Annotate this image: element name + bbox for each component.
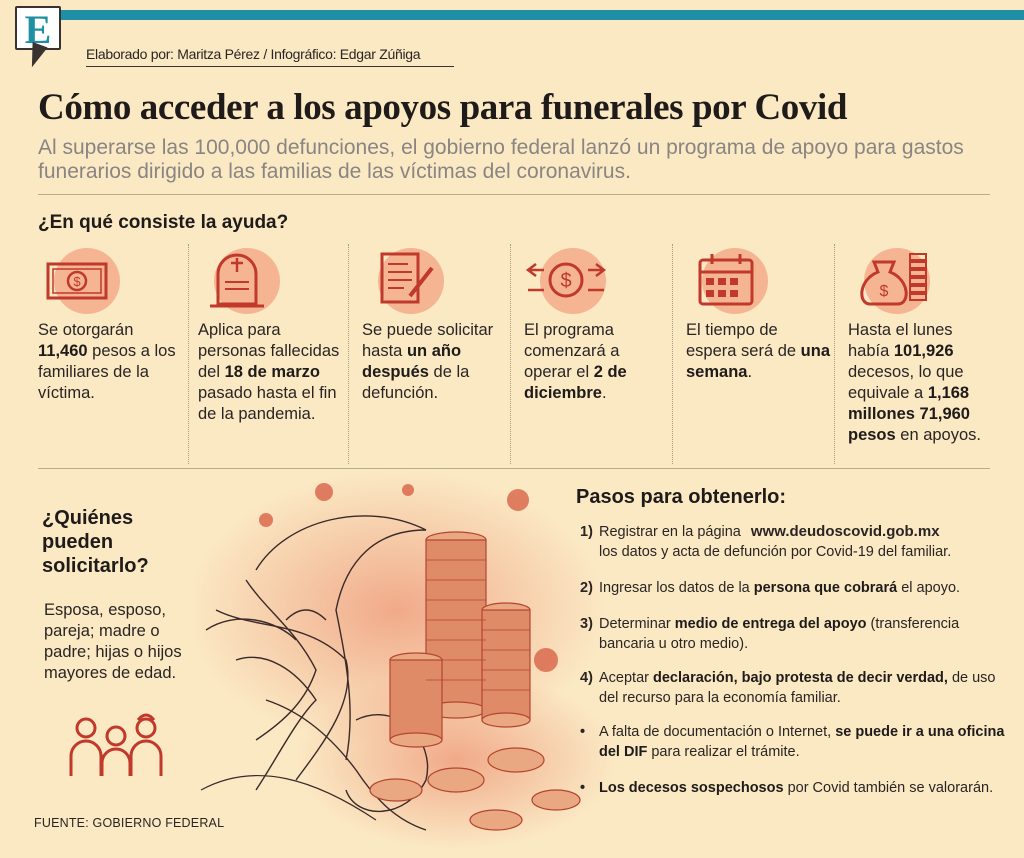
website-link[interactable]: www.deudoscovid.gob.mx <box>750 523 940 540</box>
money-bag-icon <box>848 244 944 316</box>
body-text: (transferencia bancaria u otro medio). <box>599 616 960 652</box>
body-text: Aceptar <box>599 670 653 686</box>
document-pen-icon <box>362 244 458 316</box>
help-item-text <box>38 320 186 404</box>
svg-text:$: $ <box>879 283 889 300</box>
money-exchange-icon <box>524 244 620 316</box>
credit-infographic-author: Edgar Zúñiga <box>339 46 421 62</box>
body-text: en apoyos. <box>895 426 981 444</box>
body-text: decesos, lo que equivale a <box>848 363 964 402</box>
highlight-text: una semana <box>686 342 830 381</box>
step-text <box>599 668 1009 708</box>
highlight-text: 1,168 millones 71,960 pesos <box>848 384 970 444</box>
body-text: . <box>747 363 753 381</box>
step-number: 4) <box>580 670 593 686</box>
help-item <box>686 240 832 460</box>
body-text: El tiempo de espera será de <box>686 321 801 360</box>
body-text: Se puede solicitar hasta <box>362 321 494 360</box>
body-text: de la defunción. <box>362 363 470 402</box>
help-item <box>848 240 998 460</box>
help-item <box>524 240 670 460</box>
step-number: • <box>580 724 586 740</box>
highlight-text: persona que cobrará <box>753 580 898 596</box>
column-divider <box>188 244 189 464</box>
tombstone-icon <box>198 244 294 316</box>
header-accent-bar <box>48 10 1024 20</box>
credit-prefix: Elaborado por: <box>86 46 174 62</box>
highlight-text: declaración, bajo protesta de decir verdad, <box>653 670 948 686</box>
highlight-text: se puede ir a una oficina del DIF <box>599 724 1005 760</box>
divider-top <box>38 194 990 195</box>
step-text <box>599 522 1009 562</box>
body-text: por Covid también se valorarán. <box>783 780 994 796</box>
body-text: pesos a los familiares de la víctima. <box>38 342 176 402</box>
step-number: 1) <box>580 524 593 540</box>
credit-underline <box>86 66 454 67</box>
column-divider <box>672 244 673 464</box>
column-divider <box>510 244 511 464</box>
svg-text:$: $ <box>73 274 81 289</box>
body-text: Ingresar los datos de la <box>599 580 754 596</box>
svg-text:$: $ <box>560 270 572 292</box>
section-heading-help: ¿En qué consiste la ayuda? <box>38 212 289 233</box>
help-item <box>198 240 346 460</box>
step-number: 3) <box>580 616 593 632</box>
body-text: Hasta el lunes había <box>848 321 953 360</box>
family-icon <box>66 708 166 778</box>
body-text: Aplica para personas fallecidas del <box>198 321 340 381</box>
help-item <box>362 240 508 460</box>
body-text: Se otorgarán <box>38 321 134 339</box>
highlight-text: medio de entrega del apoyo <box>674 616 867 632</box>
highlight-text: 18 de marzo <box>224 363 320 381</box>
credit-author: Maritza Pérez <box>177 46 260 62</box>
body-text: los datos y acta de defunción por Covid-19 del familiar. <box>599 544 952 560</box>
body-text: . <box>601 384 607 402</box>
body-text: de uso del recurso para la economía familiar. <box>599 670 996 706</box>
woman-with-mask-and-coins-illustration <box>196 460 616 858</box>
help-item-text <box>198 320 346 425</box>
body-text: Determinar <box>599 616 675 632</box>
top-band <box>0 0 1024 10</box>
section-heading-steps: Pasos para obtenerlo: <box>576 486 787 508</box>
help-item-text <box>848 320 998 446</box>
body-text: para realizar el trámite. <box>647 744 800 760</box>
step-text <box>599 722 1009 762</box>
body-text: pasado hasta el fin de la pandemia. <box>198 384 337 423</box>
step-text <box>599 578 1009 598</box>
who-text: Esposa, esposo, pareja; madre o padre; hijas o hijos mayores de edad. <box>44 601 182 682</box>
calendar-icon <box>686 244 782 316</box>
page-title: Cómo acceder a los apoyos para funerales por Covid <box>38 87 848 128</box>
highlight-text: 11,460 <box>38 342 88 360</box>
highlight-text: 101,926 <box>893 342 954 360</box>
step-number: • <box>580 780 586 796</box>
source-note: FUENTE: GOBIERNO FEDERAL <box>34 816 225 830</box>
section-heading-who: ¿Quiénes pueden solicitarlo? <box>42 507 149 577</box>
highlight-text: 2 de diciembre <box>524 363 627 402</box>
column-divider <box>834 244 835 464</box>
body-text: A falta de documentación o Internet, <box>599 724 836 740</box>
credit-line <box>86 46 420 62</box>
step-text <box>599 778 1009 798</box>
body-text: el apoyo. <box>897 580 961 596</box>
help-item-text <box>524 320 670 404</box>
step-number: 2) <box>580 580 593 596</box>
credit-infographic-prefix: Infográfico: <box>270 46 337 62</box>
highlight-text: un año después <box>362 342 462 381</box>
body-text: El programa comenzará a operar el <box>524 321 620 381</box>
highlight-text: Los decesos sospechosos <box>599 780 784 796</box>
body-text: Registrar en la página <box>599 524 745 540</box>
help-item-text <box>686 320 832 383</box>
help-item <box>38 240 186 460</box>
credit-separator: / <box>263 46 267 62</box>
help-item-text <box>362 320 508 404</box>
cash-bill-icon <box>38 244 134 316</box>
column-divider <box>348 244 349 464</box>
step-text <box>599 614 1009 654</box>
page-subtitle: Al superarse las 100,000 defunciones, el gobierno federal lanzó un programa de apoyo para gastos funerarios dirigido a las familias de las víctimas del coronavirus. <box>38 136 964 183</box>
logo-letter: E <box>24 7 52 52</box>
